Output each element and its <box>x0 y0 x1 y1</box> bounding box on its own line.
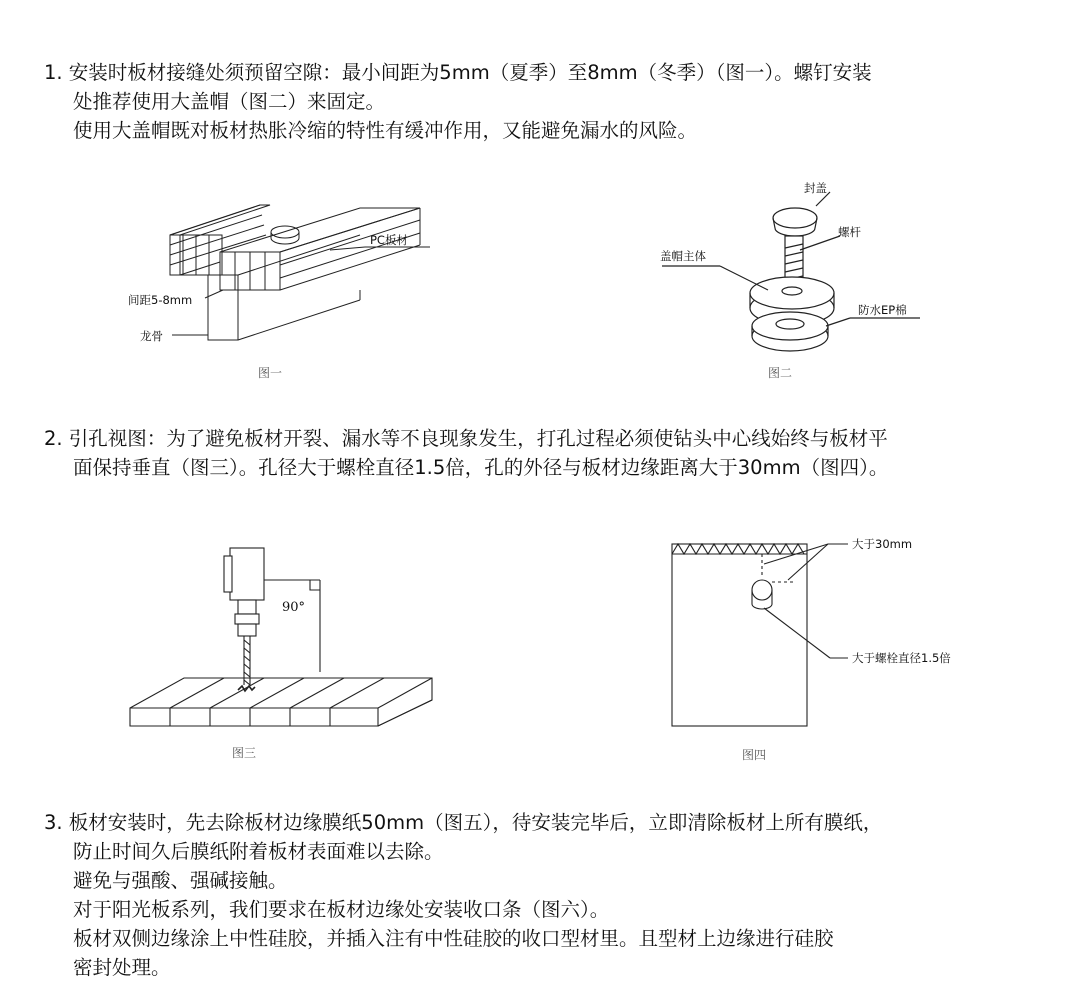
section-2-text <box>44 424 1054 482</box>
figure-2-cap-diagram <box>640 178 940 388</box>
figure-1-label-board: PC板材 <box>370 233 408 247</box>
figure-3-drill-diagram <box>120 540 450 770</box>
section-1-text <box>44 58 1054 145</box>
figure-4-label-hole: 大于螺栓直径1.5倍 <box>852 651 951 665</box>
figure-3-caption: 图三 <box>232 746 257 760</box>
figure-2-label-cap: 封盖 <box>804 181 827 195</box>
figure-4-hole-distance-diagram <box>660 530 1000 770</box>
figure-2-drawing <box>640 178 940 388</box>
section-3-line-1: 3. 板材安装时，先去除板材边缘膜纸50mm（图五），待安装完毕后，立即清除板材上所有膜纸， <box>44 811 883 834</box>
section-1-line-3: 使用大盖帽既对板材热胀冷缩的特性有缓冲作用，又能避免漏水的风险。 <box>73 119 698 142</box>
figure-2-label-screw: 螺杆 <box>838 225 861 239</box>
figure-1-drawing <box>120 190 450 390</box>
section-1-line-2: 处推荐使用大盖帽（图二）来固定。 <box>73 90 386 113</box>
section-1-line-1: 1. 安装时板材接缝处须预留空隙：最小间距为5mm（夏季）至8mm（冬季）（图一）。螺钉安装 <box>44 61 872 84</box>
section-3-line-6: 密封处理。 <box>73 956 171 979</box>
section-3-text <box>44 808 1054 982</box>
figure-1-label-gap: 间距5-8mm <box>128 293 193 307</box>
section-3-line-2: 防止时间久后膜纸附着板材表面难以去除。 <box>73 840 444 863</box>
figure-3-drawing <box>120 540 450 770</box>
figure-2-label-body: 盖帽主体 <box>660 249 706 263</box>
section-3-line-4: 对于阳光板系列，我们要求在板材边缘处安装收口条（图六）。 <box>73 898 610 921</box>
figure-1-gap-diagram <box>120 190 450 390</box>
figure-1-caption: 图一 <box>258 366 283 380</box>
section-3-line-5: 板材双侧边缘涂上中性硅胶，并插入注有中性硅胶的收口型材里。且型材上边缘进行硅胶 <box>73 927 834 950</box>
figure-1-label-keel: 龙骨 <box>140 329 163 343</box>
section-2-line-2: 面保持垂直（图三）。孔径大于螺栓直径1.5倍，孔的外径与板材边缘距离大于30mm（图四）。 <box>73 456 889 479</box>
section-3-line-3: 避免与强酸、强碱接触。 <box>73 869 288 892</box>
section-2-line-1: 2. 引孔视图：为了避免板材开裂、漏水等不良现象发生，打孔过程必须使钻头中心线始终与板材平 <box>44 427 888 450</box>
figure-4-label-distance: 大于30mm <box>852 537 913 551</box>
figure-2-caption: 图二 <box>768 366 793 380</box>
figure-4-caption: 图四 <box>742 748 767 762</box>
figure-3-label-angle: 90° <box>282 600 306 615</box>
figure-2-label-foam: 防水EP棉 <box>858 303 907 317</box>
